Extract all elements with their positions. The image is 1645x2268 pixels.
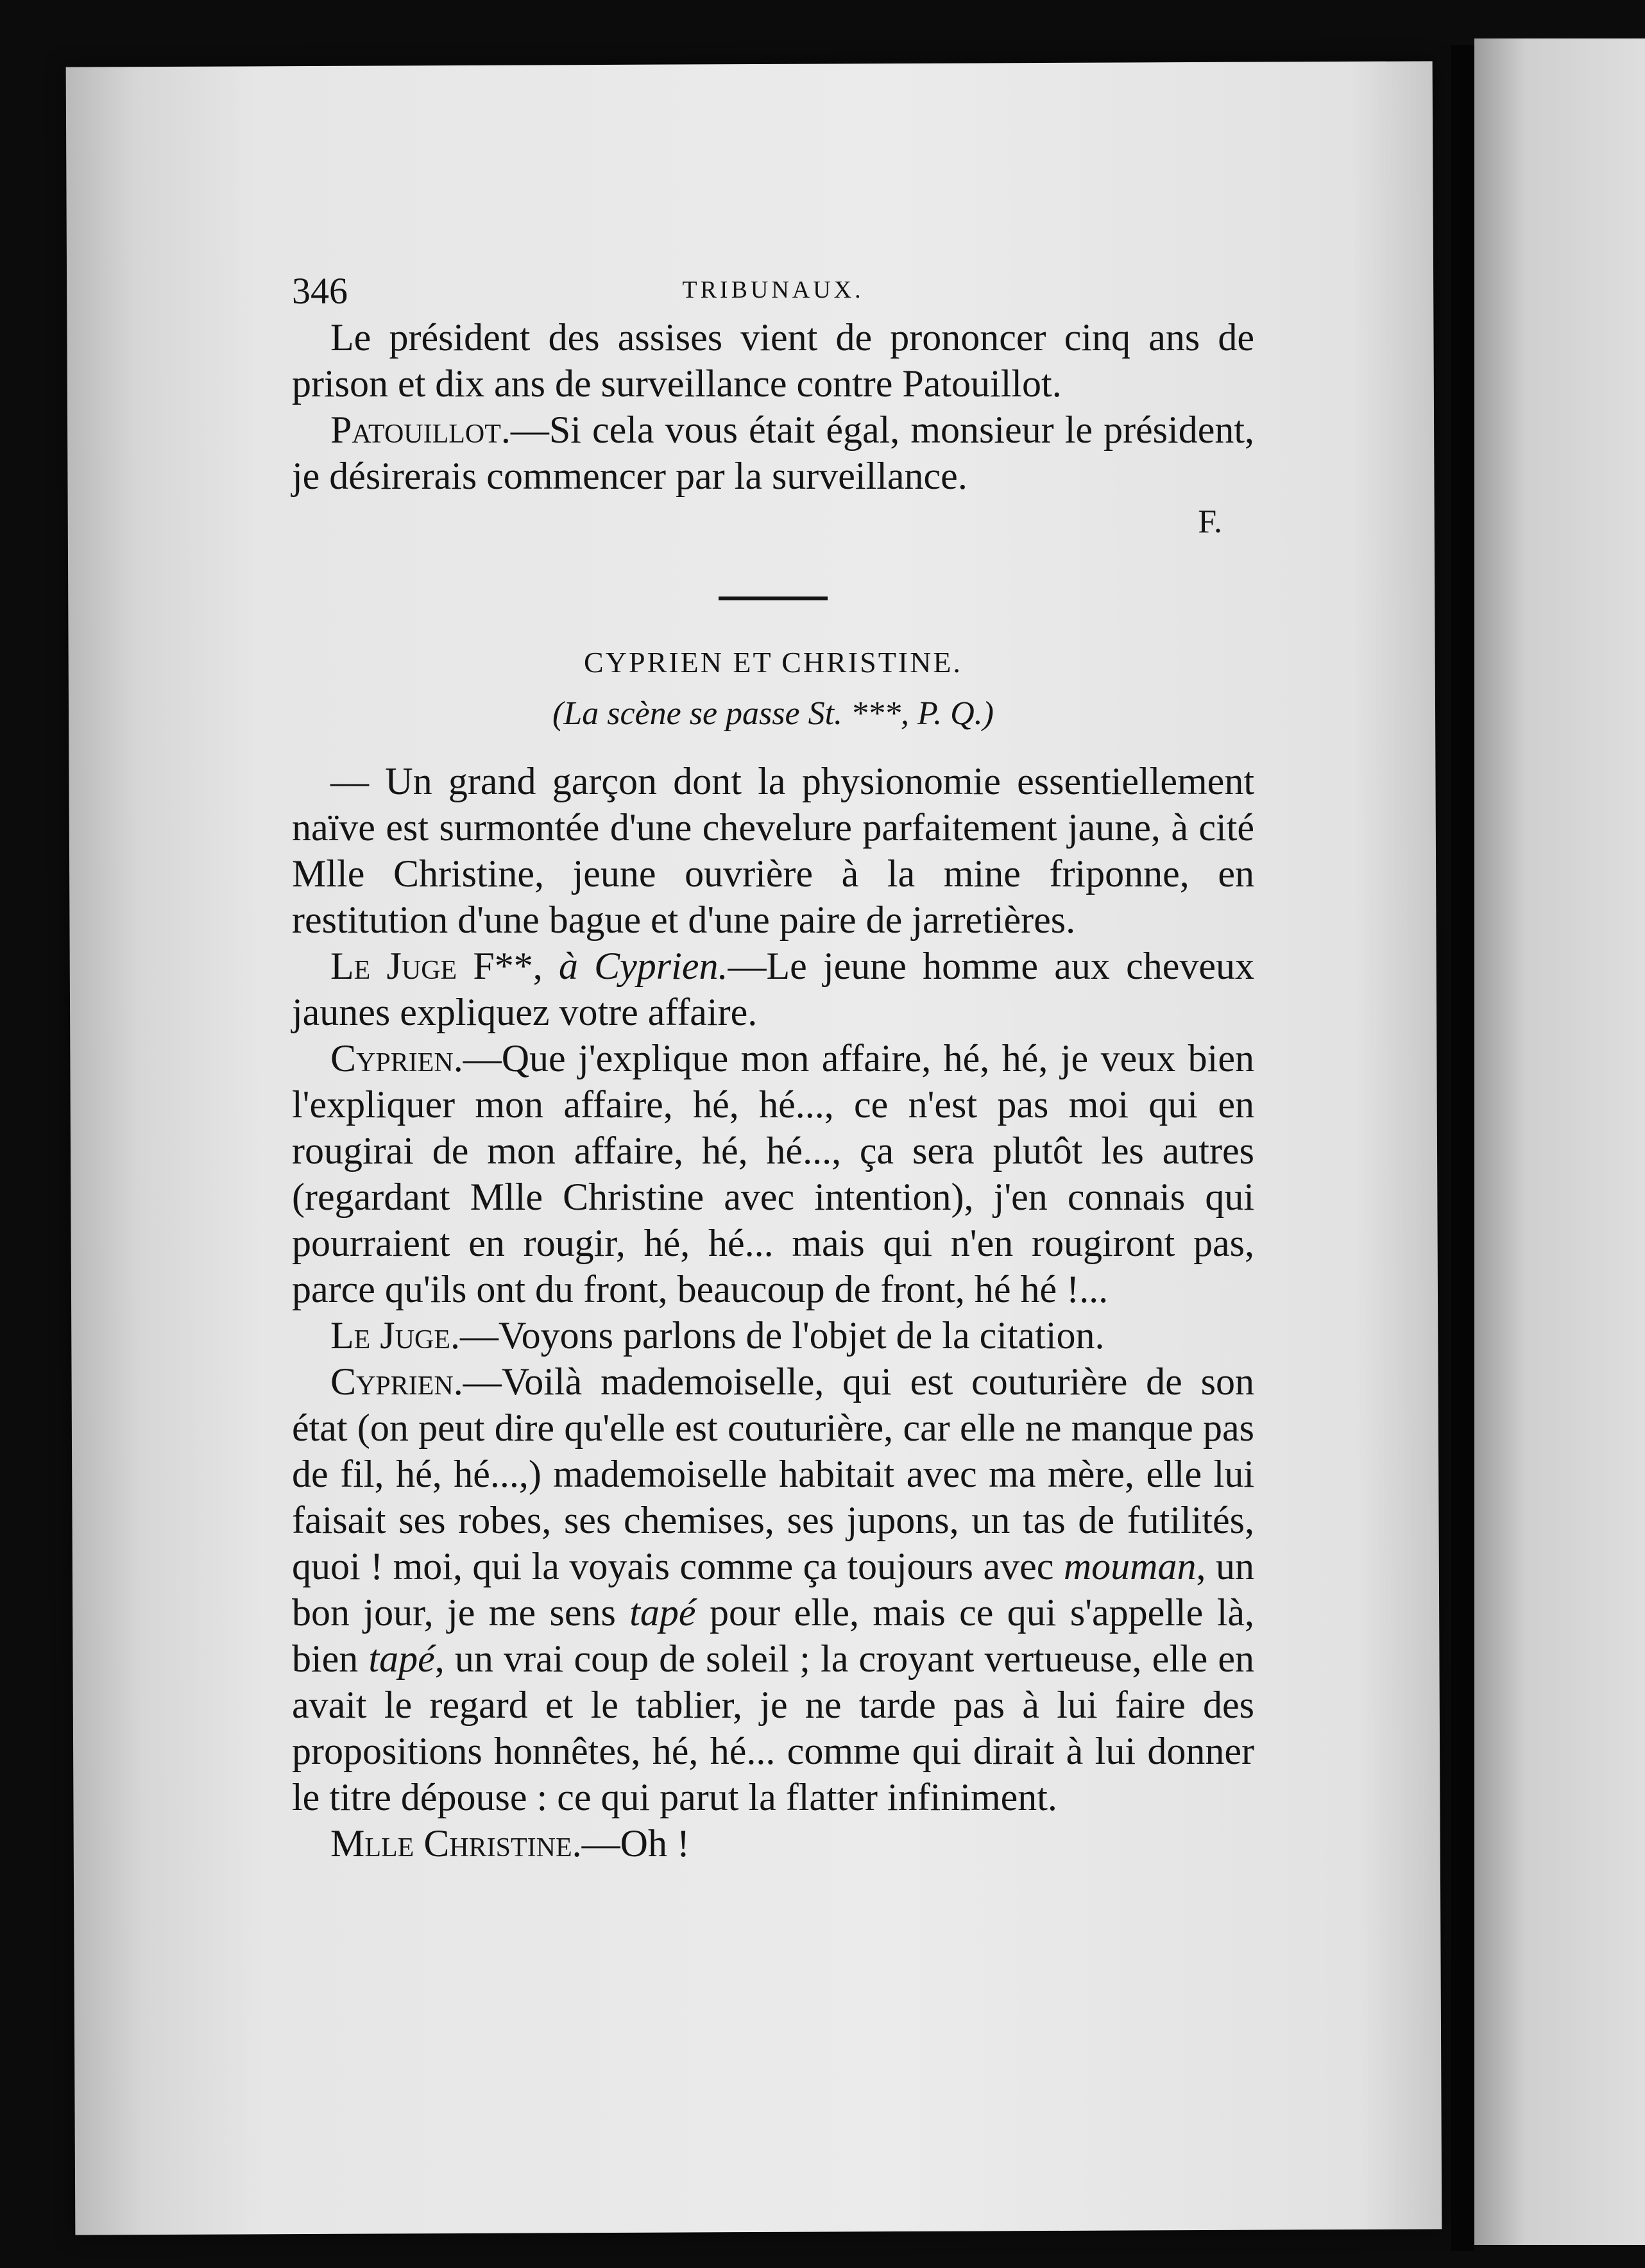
dialogue-text: —Voilà mademoiselle, qui est couturière de son état (on peut dire qu'elle est couturière, car elle ne manque pas de fil, hé, hé...,) mademoiselle habitait avec ma mère, elle lui faisait ses robes, ses chemises, ses jupons, un tas de futilités, quoi ! moi, qui la voyais comme ça toujours avec: [292, 1360, 1254, 1587]
paragraph: [292, 1312, 1254, 1358]
stage-direction: (La scène se passe St. ***, P. Q.): [552, 695, 994, 732]
speaker-address: à Cyprien.: [558, 945, 728, 987]
italic-word: tapé: [629, 1591, 696, 1634]
speaker-name: Cyprien.: [330, 1360, 463, 1403]
section-title: CYPRIEN ET CHRISTINE.: [584, 646, 962, 679]
italic-word: tapé: [368, 1638, 435, 1680]
dialogue-text: , un vrai coup de soleil ; la croyant vertueuse, elle en avait le regard et le tablier, je ne tarde pas à lui faire des propositions honnêtes, hé, hé... comme qui dirait à lui donner le titre dépouse : ce qui parut la flatter infiniment.: [292, 1638, 1254, 1818]
dialogue-text: , un bon jour, je me sens: [292, 1545, 1254, 1634]
speaker-name: Mlle Christine.: [330, 1822, 582, 1865]
dialogue-text: —Le jeune homme aux cheveux jaunes expliquez votre affaire.: [292, 945, 1254, 1033]
paragraph: [292, 1035, 1254, 1312]
paragraph: Le président des assises vient de prononcer cinq ans de prison et dix ans de surveillance contre Patouillot.: [292, 316, 1254, 405]
dialogue-text: —Oh !: [581, 1822, 690, 1865]
dialogue-text: pour elle, mais ce qui s'appelle là, bien: [292, 1591, 1254, 1680]
speaker-name: Cyprien.: [330, 1037, 463, 1079]
paragraph: — Un grand garçon dont la physionomie essentiellement naïve est surmontée d'une chevelure parfaitement jaune, à cité Mlle Christine, jeune ouvrière à la mine friponne, en restitution d'une bague et d'une paire de jarretières.: [292, 760, 1254, 941]
dialogue-text: —Voyons parlons de l'objet de la citation.: [459, 1314, 1105, 1357]
paragraph: [292, 1358, 1254, 1820]
speaker-name: Le Juge F**,: [330, 945, 543, 987]
dialogue-text: —Si cela vous était égal, monsieur le président, je désirerais commencer par la surveillance.: [292, 409, 1254, 497]
section-divider: [719, 597, 828, 600]
page-number: 346: [292, 270, 348, 312]
page-content: [292, 257, 1254, 1866]
speaker-name: Le Juge.: [330, 1314, 460, 1357]
dialogue-text: —Que j'explique mon affaire, hé, hé, je veux bien l'expliquer mon affaire, hé, hé..., ce n'est pas moi qui en rougirai de mon affaire, hé, hé..., ça sera plutôt les autres (regardant Mlle Christine avec intention), j'en connais qui pourraient en rougir, hé, hé... mais qui n'en rougiront pas, parce qu'ils ont du front, beaucoup de front, hé hé !...: [292, 1037, 1254, 1310]
speaker-name: Patouillot.: [330, 409, 511, 451]
paragraph: [292, 943, 1254, 1035]
running-head: TRIBUNAUX.: [682, 276, 864, 303]
paragraph: [292, 407, 1254, 499]
book-gutter: [1451, 45, 1474, 2251]
facing-page-edge: [1474, 38, 1645, 2245]
italic-word: mouman: [1063, 1545, 1197, 1587]
page-header: [292, 257, 1254, 314]
paragraph: [292, 1820, 1254, 1866]
signature: F.: [1198, 504, 1222, 540]
